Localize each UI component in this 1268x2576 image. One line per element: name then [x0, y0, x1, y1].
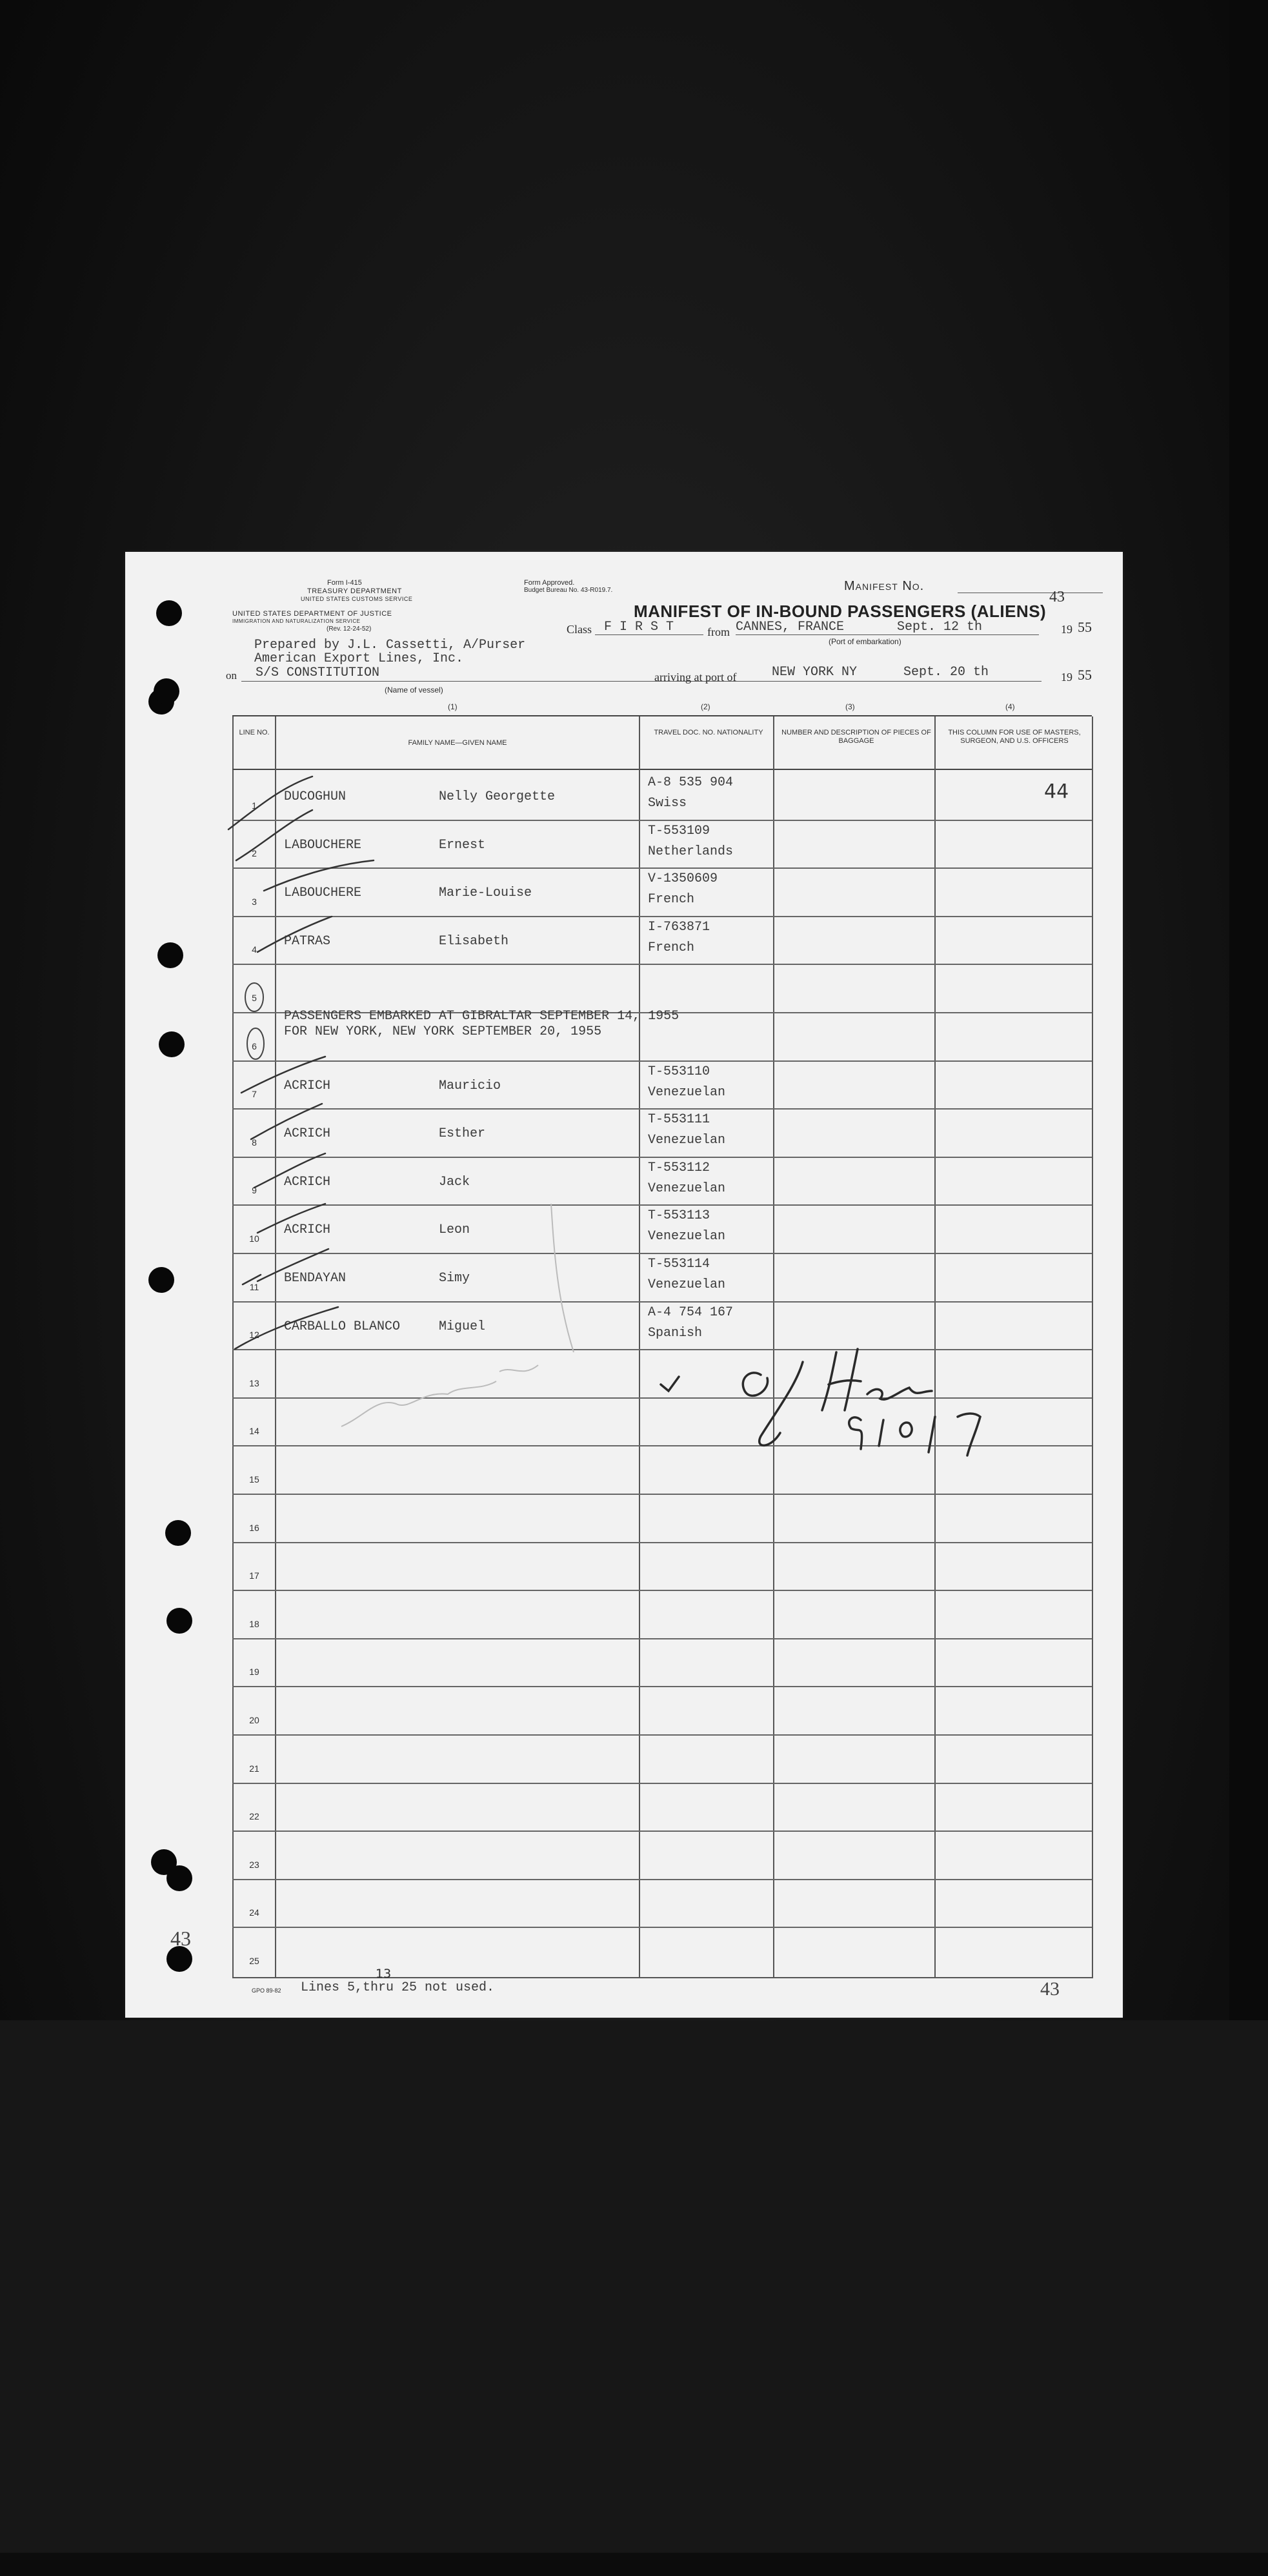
footer-note: Lines 5,thru 25 not used.	[301, 1980, 495, 1995]
travel-doc-number: A-8 535 904	[648, 775, 734, 790]
film-edge-bottom	[0, 2553, 1268, 2576]
row-divider	[232, 867, 1092, 869]
row-divider	[232, 1638, 1092, 1639]
header-officers: THIS COLUMN FOR USE OF MASTERS, SURGEON, AND U.S. OFFICERS	[948, 729, 1081, 745]
col-divider-3	[773, 716, 774, 1978]
line-number: 1	[252, 800, 257, 811]
col-divider-4	[934, 716, 936, 1978]
travel-doc-number: T-553109	[648, 824, 710, 838]
vessel-caption: (Name of vessel)	[385, 685, 443, 695]
page-title: MANIFEST OF IN-BOUND PASSENGERS (ALIENS)	[634, 602, 1047, 621]
row-divider	[232, 1927, 1092, 1928]
embark-date: Sept. 12 th	[897, 620, 983, 634]
header-bottom-border	[232, 769, 1092, 770]
travel-doc-number: T-553113	[648, 1208, 710, 1223]
passenger-given-name: Ernest	[439, 838, 486, 853]
header-line-no: LINE NO.	[239, 729, 270, 736]
year-prefix-2: 19	[1061, 671, 1072, 684]
line-number: 23	[249, 1860, 259, 1870]
row-divider	[232, 1831, 1092, 1832]
passenger-family-name: LABOUCHERE	[284, 886, 362, 900]
travel-doc-number: A-4 754 167	[648, 1305, 734, 1320]
row-divider	[232, 1349, 1092, 1350]
col-number-3: (3)	[845, 702, 855, 711]
page-number-left: 43	[170, 1927, 191, 1950]
row-divider	[232, 820, 1092, 821]
line-number: 12	[249, 1330, 259, 1340]
line-number: 19	[249, 1667, 259, 1677]
class-label: Class	[567, 623, 592, 636]
gibraltar-note-line2: FOR NEW YORK, NEW YORK SEPTEMBER 20, 1955	[284, 1024, 602, 1039]
nationality: Venezuelan	[648, 1085, 726, 1100]
class-value: F I R S T	[604, 620, 674, 634]
line-number: 6	[252, 1041, 257, 1051]
col-number-2: (2)	[701, 702, 710, 711]
prepared-by: Prepared by J.L. Cassetti, A/Purser	[254, 638, 526, 653]
gibraltar-note-line1: PASSENGERS EMBARKED AT GIBRALTAR SEPTEMBER 14, 1955	[284, 1009, 679, 1024]
form-number: Form I-415	[327, 579, 362, 587]
treasury-dept: TREASURY DEPARTMENT	[307, 587, 402, 595]
row-divider	[232, 1397, 1092, 1399]
passenger-family-name: DUCOGHUN	[284, 789, 347, 804]
film-lower-frame	[0, 2020, 1268, 2576]
passenger-family-name: PATRAS	[284, 934, 331, 949]
travel-doc-number: T-553112	[648, 1161, 710, 1175]
nationality: French	[648, 940, 695, 955]
form-approved: Form Approved.	[524, 579, 575, 587]
on-label: on	[226, 669, 237, 682]
nationality: Venezuelan	[648, 1181, 726, 1196]
header-name: FAMILY NAME—GIVEN NAME	[408, 739, 507, 747]
page-number-right: 43	[1040, 1978, 1060, 2000]
nationality: Netherlands	[648, 844, 734, 859]
passenger-given-name: Nelly Georgette	[439, 789, 556, 804]
line-number: 3	[252, 897, 257, 907]
row-divider	[232, 1204, 1092, 1206]
line-number: 11	[249, 1282, 259, 1292]
passenger-family-name: ACRICH	[284, 1175, 331, 1190]
line-number: 5	[252, 993, 257, 1003]
arrival-line	[770, 681, 1042, 682]
passenger-given-name: Miguel	[439, 1319, 486, 1334]
handwritten-count: 13	[376, 1967, 392, 1981]
passenger-given-name: Marie-Louise	[439, 886, 532, 900]
passenger-given-name: Esther	[439, 1126, 486, 1141]
shipping-line: American Export Lines, Inc.	[254, 651, 464, 666]
arrival-date: Sept. 20 th	[903, 665, 989, 680]
passenger-given-name: Simy	[439, 1271, 470, 1286]
line-number: 21	[249, 1763, 259, 1774]
from-line	[736, 634, 1039, 635]
line-number: 22	[249, 1811, 259, 1821]
row-divider	[232, 1783, 1092, 1784]
row-divider	[232, 1494, 1092, 1495]
line-number: 18	[249, 1619, 259, 1629]
row-divider	[232, 1108, 1092, 1110]
nationality: French	[648, 892, 695, 907]
arriving-label: arriving at port of	[654, 671, 737, 684]
line-number: 8	[252, 1137, 257, 1148]
row-divider	[232, 1060, 1092, 1062]
travel-doc-number: T-553110	[648, 1064, 710, 1079]
row-divider	[232, 1445, 1092, 1446]
line-number: 14	[249, 1426, 259, 1436]
officer-note: 44	[1044, 780, 1069, 803]
nationality: Venezuelan	[648, 1277, 726, 1292]
row-divider	[232, 916, 1092, 917]
punch-hole	[156, 600, 182, 626]
row-divider	[232, 964, 1092, 965]
col-divider-1	[275, 716, 276, 1978]
line-number: 15	[249, 1474, 259, 1485]
passenger-family-name: BENDAYAN	[284, 1271, 347, 1286]
passenger-family-name: ACRICH	[284, 1126, 331, 1141]
year-1: 55	[1078, 619, 1092, 635]
passenger-given-name: Jack	[439, 1175, 470, 1190]
line-number: 9	[252, 1185, 257, 1195]
line-number: 13	[249, 1378, 259, 1388]
vessel-name: S/S CONSTITUTION	[256, 665, 380, 680]
table-top-border	[232, 715, 1092, 716]
ins: IMMIGRATION AND NATURALIZATION SERVICE	[232, 618, 361, 624]
year-2: 55	[1078, 667, 1092, 683]
passenger-family-name: ACRICH	[284, 1079, 331, 1093]
row-divider	[232, 1253, 1092, 1254]
embark-port: CANNES, FRANCE	[736, 620, 845, 634]
punch-hole	[148, 1267, 174, 1293]
manifest-label: Manifest No.	[844, 579, 925, 593]
punch-hole	[166, 1865, 192, 1891]
line-number: 24	[249, 1907, 259, 1918]
row-divider	[232, 1157, 1092, 1158]
passenger-given-name: Elisabeth	[439, 934, 509, 949]
line-number: 10	[249, 1233, 259, 1244]
class-line	[595, 634, 703, 635]
line-number: 2	[252, 848, 257, 858]
row-divider	[232, 1542, 1092, 1543]
passenger-family-name: CARBALLO BLANCO	[284, 1319, 401, 1334]
passenger-given-name: Mauricio	[439, 1079, 501, 1093]
nationality: Spanish	[648, 1326, 703, 1341]
row-divider	[232, 1686, 1092, 1687]
punch-hole	[166, 1608, 192, 1634]
nationality: Swiss	[648, 796, 687, 811]
punch-hole	[165, 1520, 191, 1546]
travel-doc-number: T-553114	[648, 1257, 710, 1272]
travel-doc-number: V-1350609	[648, 871, 718, 886]
manifest-page	[125, 552, 1123, 2018]
justice-dept: UNITED STATES DEPARTMENT OF JUSTICE	[232, 610, 392, 618]
row-divider	[232, 1590, 1092, 1591]
line-number: 7	[252, 1089, 257, 1099]
from-label: from	[707, 625, 730, 638]
row-divider	[232, 1879, 1092, 1880]
arrival-port: NEW YORK NY	[772, 665, 858, 680]
header-travel-doc: TRAVEL DOC. NO. NATIONALITY	[654, 729, 763, 736]
header-baggage: NUMBER AND DESCRIPTION OF PIECES OF BAGGAGE	[781, 729, 931, 745]
row-divider	[232, 1734, 1092, 1736]
travel-doc-number: I-763871	[648, 920, 710, 935]
line-number: 17	[249, 1570, 259, 1581]
passenger-given-name: Leon	[439, 1222, 470, 1237]
line-number: 20	[249, 1715, 259, 1725]
passenger-family-name: ACRICH	[284, 1222, 331, 1237]
nationality: Venezuelan	[648, 1133, 726, 1148]
col-number-1: (1)	[448, 702, 458, 711]
punch-hole	[159, 1031, 185, 1057]
row-divider	[232, 1301, 1092, 1303]
line-number: 4	[252, 944, 257, 955]
budget-bureau: Budget Bureau No. 43-R019.7.	[524, 587, 613, 594]
travel-doc-number: T-553111	[648, 1112, 710, 1127]
passenger-family-name: LABOUCHERE	[284, 838, 362, 853]
nationality: Venezuelan	[648, 1229, 726, 1244]
line-number: 25	[249, 1956, 259, 1966]
col-number-4: (4)	[1005, 702, 1015, 711]
manifest-number: 43	[1049, 589, 1065, 605]
punch-hole	[154, 678, 179, 704]
form-code: GPO 89-82	[252, 1987, 281, 1994]
year-prefix-1: 19	[1061, 623, 1072, 636]
col-divider-2	[639, 716, 640, 1978]
punch-hole	[157, 942, 183, 968]
customs-service: UNITED STATES CUSTOMS SERVICE	[301, 596, 413, 602]
form-revision: (Rev. 12-24-52)	[327, 625, 372, 633]
embark-caption: (Port of embarkation)	[829, 637, 901, 646]
line-number: 16	[249, 1523, 259, 1533]
